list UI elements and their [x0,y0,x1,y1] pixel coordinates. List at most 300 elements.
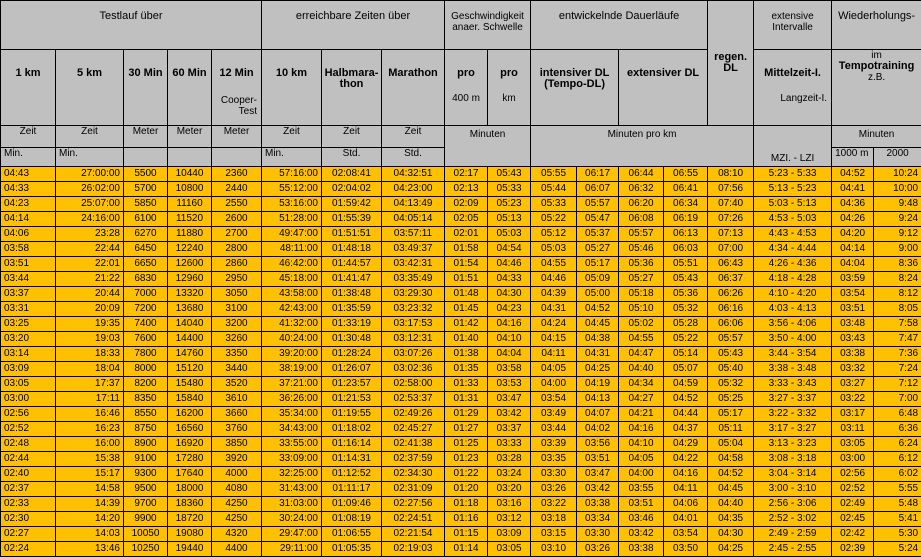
table-cell: 37:21:00 [262,377,322,392]
group-wiederholungs: Wiederholungs- [832,1,921,50]
table-cell: 02:42 [832,527,874,542]
table-cell: 04:14 [832,242,874,257]
table-cell: 06:03 [664,242,708,257]
table-cell: 02:40 [1,467,56,482]
table-cell: 04:10 [619,437,664,452]
table-cell: 4250 [212,512,262,527]
col-12min [212,50,262,126]
table-cell: 04:26 [832,212,874,227]
table-row [1,512,921,527]
table-cell: 04:33 [1,182,56,197]
table-cell: 8750 [124,422,168,437]
unit-min: Min. [1,148,56,167]
unit-2000: 2000 [874,148,921,167]
table-cell: 04:20 [832,227,874,242]
table-cell: 03:51 [577,452,619,467]
table-cell: 02:56 [832,467,874,482]
table-cell: 03:58 [488,362,531,377]
table-row [1,392,921,407]
table-cell: 08:10 [708,167,754,182]
table-cell: 02:04:02 [322,182,382,197]
table-cell: 03:12 [488,512,531,527]
unit-minuten-pro-km: Minuten pro km [531,126,754,167]
table-cell: 3:38 - 3:48 [754,362,832,377]
table-cell: 04:54 [488,242,531,257]
table-cell: 01:18:02 [322,422,382,437]
table-cell: 03:30 [531,467,577,482]
unit-1000m: 1000 m [832,148,874,167]
table-cell: 03:18 [531,512,577,527]
table-cell: 05:33 [531,197,577,212]
table-cell: 05:46 [619,242,664,257]
table-cell: 03:15 [531,527,577,542]
table-cell: 03:59 [832,272,874,287]
unit-min: Min. [262,148,322,167]
table-cell: 03:28 [488,452,531,467]
table-cell: 2440 [212,182,262,197]
table-cell: 01:15 [445,527,488,542]
table-cell: 3200 [212,317,262,332]
table-cell: 14:39 [56,497,124,512]
table-cell: 7:12 [874,377,921,392]
table-cell: 04:10 [488,332,531,347]
table-cell: 04:43 [1,167,56,182]
table-cell: 3260 [212,332,262,347]
table-cell: 04:01 [664,512,708,527]
table-cell: 05:27 [577,242,619,257]
table-cell: 19080 [168,527,212,542]
table-cell: 04:45 [577,317,619,332]
table-cell: 14040 [168,317,212,332]
table-cell: 4:43 - 4:53 [754,227,832,242]
table-cell: 6270 [124,227,168,242]
table-cell: 9:12 [874,227,921,242]
table-cell: 45:18:00 [262,272,322,287]
table-cell: 03:50 [664,542,708,557]
table-cell: 10250 [124,542,168,557]
unit-std: Std. [382,148,445,167]
table-cell: 03:38 [577,497,619,512]
col-tempo-zb: z.B. [832,72,921,83]
table-body [1,167,921,557]
table-cell: 01:48 [445,287,488,302]
table-cell: 01:30:48 [322,332,382,347]
table-cell: 04:22 [664,452,708,467]
table-cell: 01:22 [445,467,488,482]
table-cell: 8550 [124,407,168,422]
table-cell: 05:10 [619,302,664,317]
col-pro-400m [445,50,488,126]
table-cell: 25:07:00 [56,197,124,212]
table-cell: 5:41 [874,512,921,527]
table-cell: 2:56 - 3:06 [754,497,832,512]
table-cell: 05:23 [488,197,531,212]
table-row [1,212,921,227]
table-row [1,317,921,332]
table-cell: 05:07 [664,362,708,377]
table-cell: 04:39 [531,287,577,302]
table-cell: 3:27 - 3:37 [754,392,832,407]
table-cell: 6100 [124,212,168,227]
table-cell: 3660 [212,407,262,422]
table-cell: 04:13 [577,392,619,407]
table-cell: 01:21:53 [322,392,382,407]
table-cell: 04:58 [708,452,754,467]
table-cell: 04:32:51 [382,167,445,182]
table-cell: 05:55 [531,167,577,182]
table-cell: 01:08:19 [322,512,382,527]
table-cell: 01:38 [445,347,488,362]
table-cell: 13:46 [56,542,124,557]
table-cell: 03:20 [488,482,531,497]
table-cell: 03:00 [832,452,874,467]
table-row [1,242,921,257]
table-cell: 8:24 [874,272,921,287]
table-cell: 04:21 [619,407,664,422]
table-cell: 9:24 [874,212,921,227]
table-cell: 03:10 [531,542,577,557]
unit-row-1 [1,126,921,148]
table-cell: 01:05:35 [322,542,382,557]
table-cell: 01:27 [445,422,488,437]
table-cell: 3:13 - 3:23 [754,437,832,452]
table-cell: 05:32 [708,377,754,392]
table-cell: 04:19 [577,377,619,392]
table-cell: 04:11 [664,482,708,497]
table-cell: 03:42:31 [382,257,445,272]
table-cell: 03:30 [577,527,619,542]
table-cell: 06:37 [708,272,754,287]
table-cell: 06:20 [619,197,664,212]
table-cell: 2550 [212,197,262,212]
table-cell: 04:23 [1,197,56,212]
table-cell: 03:42 [577,482,619,497]
table-cell: 03:44 [531,422,577,437]
table-cell: 06:55 [664,167,708,182]
table-cell: 07:13 [708,227,754,242]
table-cell: 05:04 [708,437,754,452]
unit-meter: Meter [212,126,262,148]
table-row [1,542,921,557]
table-cell: 03:46 [619,512,664,527]
table-cell: 46:42:00 [262,257,322,272]
col-5km: 5 km [56,50,124,126]
table-cell: 7:00 [874,392,921,407]
table-cell: 03:37 [1,287,56,302]
table-cell: 01:59:42 [322,197,382,212]
table-cell: 04:13:49 [382,197,445,212]
table-cell: 10440 [168,167,212,182]
column-header-row [1,50,921,126]
table-cell: 05:11 [708,422,754,437]
table-cell: 01:44:57 [322,257,382,272]
table-cell: 03:38 [619,542,664,557]
table-cell: 4250 [212,497,262,512]
group-header-row [1,1,921,50]
table-cell: 03:55 [619,482,664,497]
table-cell: 06:17 [577,167,619,182]
table-cell: 36:26:00 [262,392,322,407]
table-cell: 11160 [168,197,212,212]
col-intensiver-dl: intensiver DL (Tempo-DL) [531,50,619,126]
table-cell: 16:23 [56,422,124,437]
table-cell: 04:04 [488,347,531,362]
col-marathon: Marathon [382,50,445,126]
table-cell: 9:48 [874,197,921,212]
table-cell: 2700 [212,227,262,242]
table-cell: 01:18 [445,497,488,512]
table-cell: 4:26 - 4:36 [754,257,832,272]
table-cell: 5:30 [874,527,921,542]
table-cell: 3:44 - 3:54 [754,347,832,362]
table-cell: 33:09:00 [262,452,322,467]
table-cell: 7400 [124,317,168,332]
col-10km: 10 km [262,50,322,126]
table-cell: 9500 [124,482,168,497]
table-row [1,257,921,272]
table-cell: 03:27 [832,377,874,392]
table-cell: 5:23 - 5:33 [754,167,832,182]
table-cell: 3:08 - 3:18 [754,452,832,467]
table-cell: 5850 [124,197,168,212]
table-cell: 05:57 [619,227,664,242]
table-cell: 03:05 [832,437,874,452]
table-cell: 2800 [212,242,262,257]
table-cell: 2:49 - 2:59 [754,527,832,542]
table-cell: 02:21:54 [382,527,445,542]
table-cell: 12240 [168,242,212,257]
table-cell: 4000 [212,467,262,482]
table-cell: 15:38 [56,452,124,467]
table-row [1,437,921,452]
table-cell: 06:16 [708,302,754,317]
unit-min: Min. [56,148,124,167]
table-cell: 04:41 [832,182,874,197]
table-cell: 01:40 [445,332,488,347]
table-cell: 04:44 [664,407,708,422]
table-cell: 04:04 [832,257,874,272]
table-cell: 01:14:31 [322,452,382,467]
table-cell: 05:27 [619,272,664,287]
table-cell: 01:33 [445,377,488,392]
table-cell: 06:07 [577,182,619,197]
table-cell: 02:52 [832,482,874,497]
table-cell: 5:48 [874,497,921,512]
table-cell: 13680 [168,302,212,317]
table-row [1,332,921,347]
table-cell: 04:02 [577,422,619,437]
table-cell: 03:58 [1,242,56,257]
table-cell: 18:04 [56,362,124,377]
table-cell: 10800 [168,182,212,197]
table-cell: 03:23:32 [382,302,445,317]
table-cell: 8200 [124,377,168,392]
table-cell: 02:53:37 [382,392,445,407]
table-cell: 10:00 [874,182,921,197]
table-cell: 03:11 [832,422,874,437]
table-cell: 04:06 [664,497,708,512]
table-cell: 3610 [212,392,262,407]
table-cell: 57:16:00 [262,167,322,182]
table-cell: 03:43 [832,332,874,347]
table-cell: 04:47 [619,347,664,362]
table-cell: 12960 [168,272,212,287]
col-pro-400m-unit: 400 m [445,93,487,104]
table-cell: 01:23 [445,452,488,467]
col-regen: regen. DL [708,1,754,126]
unit-std: Std. [322,148,382,167]
table-cell: 01:09:46 [322,497,382,512]
table-row [1,467,921,482]
table-cell: 05:14 [664,347,708,362]
table-cell: 02:31:09 [382,482,445,497]
table-cell: 03:24 [488,467,531,482]
table-cell: 02:01 [445,227,488,242]
table-cell: 04:06 [1,227,56,242]
table-cell: 3850 [212,437,262,452]
table-cell: 03:33 [488,437,531,452]
unit-mzi-lzi: MZI. - LZI [754,126,832,167]
table-cell: 14400 [168,332,212,347]
table-cell: 03:09 [488,527,531,542]
table-cell: 03:37 [488,422,531,437]
table-cell: 4080 [212,482,262,497]
col-halbmarathon: Halbmara-thon [322,50,382,126]
table-row [1,347,921,362]
table-cell: 03:02:36 [382,362,445,377]
table-cell: 19440 [168,542,212,557]
table-cell: 5:55 [874,482,921,497]
table-cell: 01:31 [445,392,488,407]
table-cell: 8900 [124,437,168,452]
table-cell: 03:29:30 [382,287,445,302]
table-cell: 7200 [124,302,168,317]
table-cell: 6:12 [874,452,921,467]
table-cell: 55:12:00 [262,182,322,197]
table-cell: 01:33:19 [322,317,382,332]
table-cell: 6:02 [874,467,921,482]
table-cell: 02:24 [1,542,56,557]
table-cell: 9900 [124,512,168,527]
table-cell: 02:49 [832,497,874,512]
table-cell: 16200 [168,407,212,422]
table-row [1,407,921,422]
col-30min: 30 Min [124,50,168,126]
table-cell: 05:13 [488,212,531,227]
table-cell: 17:11 [56,392,124,407]
table-cell: 03:00 [1,392,56,407]
unit-minuten: Minuten [445,126,531,167]
col-langzeit-label: Langzeit-I. [754,93,831,104]
table-cell: 05:03 [488,227,531,242]
table-cell: 29:11:00 [262,542,322,557]
table-cell: 02:30 [1,512,56,527]
table-row [1,302,921,317]
table-cell: 6:36 [874,422,921,437]
table-cell: 16560 [168,422,212,437]
table-cell: 06:43 [708,257,754,272]
table-cell: 07:26 [708,212,754,227]
table-cell: 4:34 - 4:44 [754,242,832,257]
table-cell: 03:35 [531,452,577,467]
table-row [1,377,921,392]
table-cell: 01:54 [445,257,488,272]
table-cell: 29:47:00 [262,527,322,542]
table-cell: 03:17 [832,407,874,422]
table-cell: 04:52 [577,302,619,317]
unit-zeit: Zeit [382,126,445,148]
table-cell: 02:56 [1,407,56,422]
table-row [1,362,921,377]
table-cell: 8:05 [874,302,921,317]
table-cell: 6:24 [874,437,921,452]
table-cell: 14760 [168,347,212,362]
table-cell: 9:00 [874,242,921,257]
table-cell: 04:46 [531,272,577,287]
table-cell: 06:32 [619,182,664,197]
table-cell: 2950 [212,272,262,287]
table-cell: 02:45 [832,512,874,527]
table-cell: 04:31 [531,302,577,317]
table-cell: 04:55 [619,332,664,347]
table-cell: 16:00 [56,437,124,452]
table-cell: 02:52 [1,422,56,437]
table-cell: 32:25:00 [262,467,322,482]
col-1km: 1 km [1,50,56,126]
unit-meter: Meter [168,126,212,148]
table-cell: 03:44 [1,272,56,287]
table-cell: 9100 [124,452,168,467]
col-60min: 60 Min [168,50,212,126]
table-cell: 31:43:00 [262,482,322,497]
table-cell: 3:00 - 3:10 [754,482,832,497]
table-cell: 10050 [124,527,168,542]
table-cell: 03:25 [1,317,56,332]
table-cell: 06:06 [708,317,754,332]
table-cell: 03:32 [832,362,874,377]
table-cell: 01:26:07 [322,362,382,377]
table-cell: 01:58 [445,242,488,257]
table-cell: 05:03 [531,242,577,257]
table-cell: 7:24 [874,362,921,377]
table-cell: 11880 [168,227,212,242]
table-cell: 3760 [212,422,262,437]
table-cell: 3920 [212,452,262,467]
table-row [1,167,921,182]
table-cell: 2:45 - 2:55 [754,542,832,557]
table-cell: 04:29 [664,437,708,452]
table-cell: 3:50 - 4:00 [754,332,832,347]
table-row [1,482,921,497]
table-cell: 7800 [124,347,168,362]
table-cell: 04:40 [619,362,664,377]
table-cell: 04:52 [832,167,874,182]
table-cell: 05:28 [664,317,708,332]
unit-zeit: Zeit [56,126,124,148]
table-cell: 3100 [212,302,262,317]
table-cell: 3050 [212,287,262,302]
table-cell: 22:44 [56,242,124,257]
table-cell: 3:17 - 3:27 [754,422,832,437]
table-cell: 2860 [212,257,262,272]
table-cell: 16920 [168,437,212,452]
table-cell: 6:48 [874,407,921,422]
table-cell: 05:36 [619,257,664,272]
table-cell: 9700 [124,497,168,512]
table-cell: 01:28:24 [322,347,382,362]
col-tempo-im: im [832,50,921,61]
table-cell: 07:40 [708,197,754,212]
